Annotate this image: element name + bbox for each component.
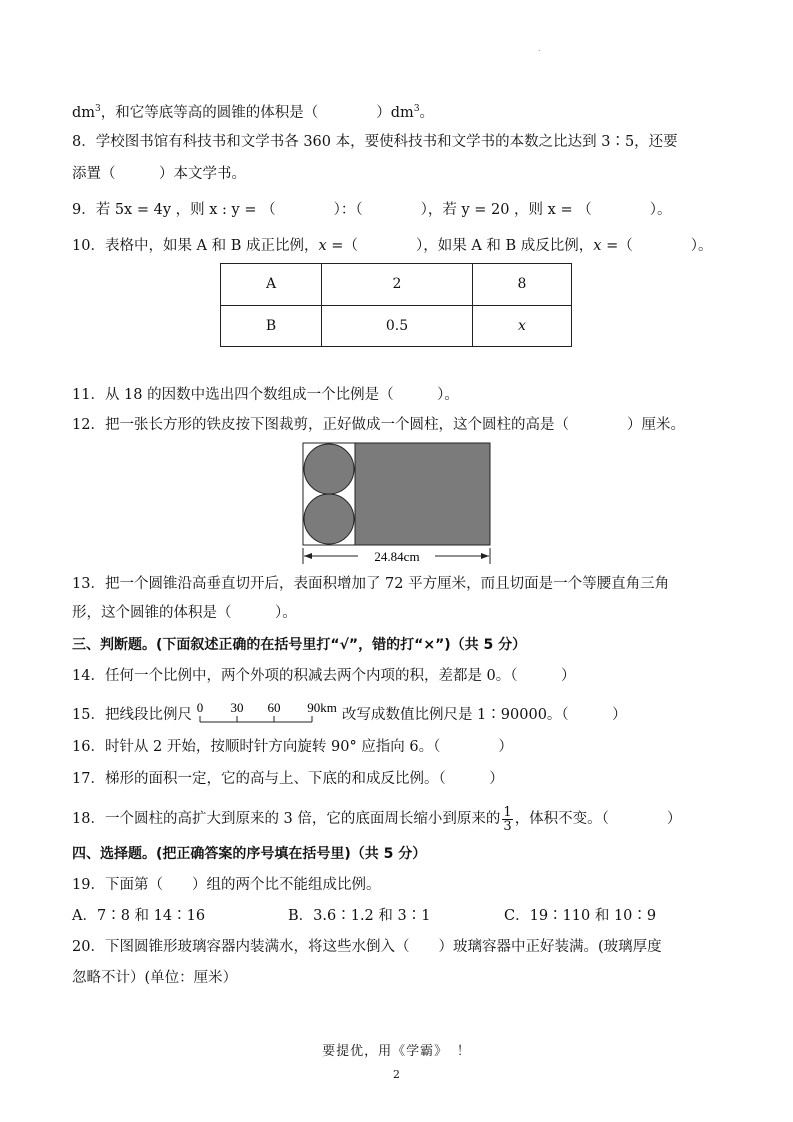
scale-tick-label: 60 <box>267 700 281 715</box>
arrow-left-icon <box>304 553 312 559</box>
q10-text-a: 10．表格中，如果 A 和 B 成正比例， <box>72 238 319 254</box>
question-15 <box>72 700 627 726</box>
fraction-numerator: 1 <box>503 804 512 820</box>
table-cell: A <box>221 264 322 306</box>
arrow-right-icon <box>481 553 489 559</box>
q10-text-b: =（ ），如果 A 和 B 成反比例， <box>326 238 594 254</box>
fraction-denominator: 3 <box>503 818 512 834</box>
q10-var-1: x <box>318 238 327 254</box>
width-label: 24.84cm <box>374 549 420 564</box>
q7-text-post: 。 <box>419 105 435 121</box>
base-circle-bottom <box>304 494 354 544</box>
q19-option-a: A．7∶8 和 14∶16 <box>72 908 206 924</box>
page-number: 2 <box>393 1068 400 1081</box>
q19-option-c: C．19∶110 和 10∶9 <box>504 908 657 924</box>
q15-text-post: 改写成数值比例尺是 1∶90000。（ ） <box>341 707 627 723</box>
lateral-rectangle <box>355 443 490 545</box>
footer-slogan: 要提优，用《学霸》 ！ <box>322 1044 471 1059</box>
question-17: 17．梯形的面积一定，它的高与上、下底的和成反比例。（ ） <box>72 771 504 787</box>
question-8-line-2: 添置（ ）本文学书。 <box>72 166 246 182</box>
question-13-line-2: 形，这个圆锥的体积是（ ）。 <box>72 605 297 621</box>
section-3-heading: 三、判断题。(下面叙述正确的在括号里打“√”，错的打“×”)（共 5 分） <box>72 637 527 653</box>
q10-var-2: x <box>593 238 602 254</box>
table-cell: 8 <box>473 264 572 306</box>
q15-text-pre: 15．把线段比例尺 <box>72 707 192 723</box>
question-20-line-1: 20．下图圆锥形玻璃容器内装满水，将这些水倒入（ ）玻璃容器中正好装满。(玻璃厚度 <box>72 939 662 955</box>
question-16: 16．时针从 2 开始，按顺时针方向旋转 90° 应指向 6。（ ） <box>72 739 513 755</box>
cylinder-net-figure <box>298 440 498 568</box>
question-13-line-1: 13．把一个圆锥沿高垂直切开后，表面积增加了 72 平方厘米，而且切面是一个等腰直角三角 <box>72 576 670 592</box>
fraction-one-third <box>502 806 512 833</box>
q19-option-b: B．3.6∶1.2 和 3∶1 <box>288 908 431 924</box>
scale-tick-label: 30 <box>230 700 244 715</box>
q7-sup-1: 3 <box>95 104 101 115</box>
table-cell: 0.5 <box>322 305 473 347</box>
q18-text-post: ，体积不变。（ ） <box>514 811 682 827</box>
table-row <box>221 264 572 306</box>
question-9: 9．若 5x = 4y ，则 x : y = （ ）：（ ），若 y = 20 ，则 x = （ ）。 <box>72 202 672 218</box>
question-11: 11．从 18 的因数中选出四个数组成一个比例是（ ）。 <box>72 387 459 403</box>
question-14: 14．任何一个比例中，两个外项的积减去两个内项的积，差都是 0。（ ） <box>72 668 576 684</box>
table-cell: B <box>221 305 322 347</box>
question-19: 19．下面第（ ）组的两个比不能组成比例。 <box>72 877 381 893</box>
question-7-tail <box>72 102 434 124</box>
q7-sup-2: 3 <box>413 104 420 115</box>
question-8-line-1: 8．学校图书馆有科技书和文学书各 360 本，要使科技书和文学书的本数之比达到 3∶5，还要 <box>72 134 678 150</box>
question-18 <box>72 804 681 834</box>
scale-tick-label: 90km <box>307 700 337 715</box>
scale-bar-figure <box>194 700 340 726</box>
question-20-line-2: 忽略不计）(单位：厘米） <box>72 970 238 986</box>
q7-text-mid: ，和它等底等高的圆锥的体积是（ ）dm <box>100 105 414 121</box>
q7-text-pre: dm <box>72 105 96 121</box>
table-row <box>221 305 572 347</box>
base-circle-top <box>304 444 354 494</box>
proportion-table <box>220 263 572 347</box>
question-10 <box>72 235 712 257</box>
q10-text-c: =（ ）。 <box>601 238 713 254</box>
scale-tick-label: 0 <box>196 700 204 715</box>
section-4-heading: 四、选择题。(把正确答案的序号填在括号里)（共 5 分） <box>72 846 427 862</box>
q18-text-pre: 18．一个圆柱的高扩大到原来的 3 倍，它的底面周长缩小到原来的 <box>72 811 501 827</box>
question-12: 12．把一张长方形的铁皮按下图裁剪，正好做成一个圆柱，这个圆柱的高是（ ）厘米。 <box>72 417 685 433</box>
table-cell: 2 <box>322 264 473 306</box>
page-marker: . <box>538 44 541 53</box>
table-cell: x <box>473 305 572 347</box>
